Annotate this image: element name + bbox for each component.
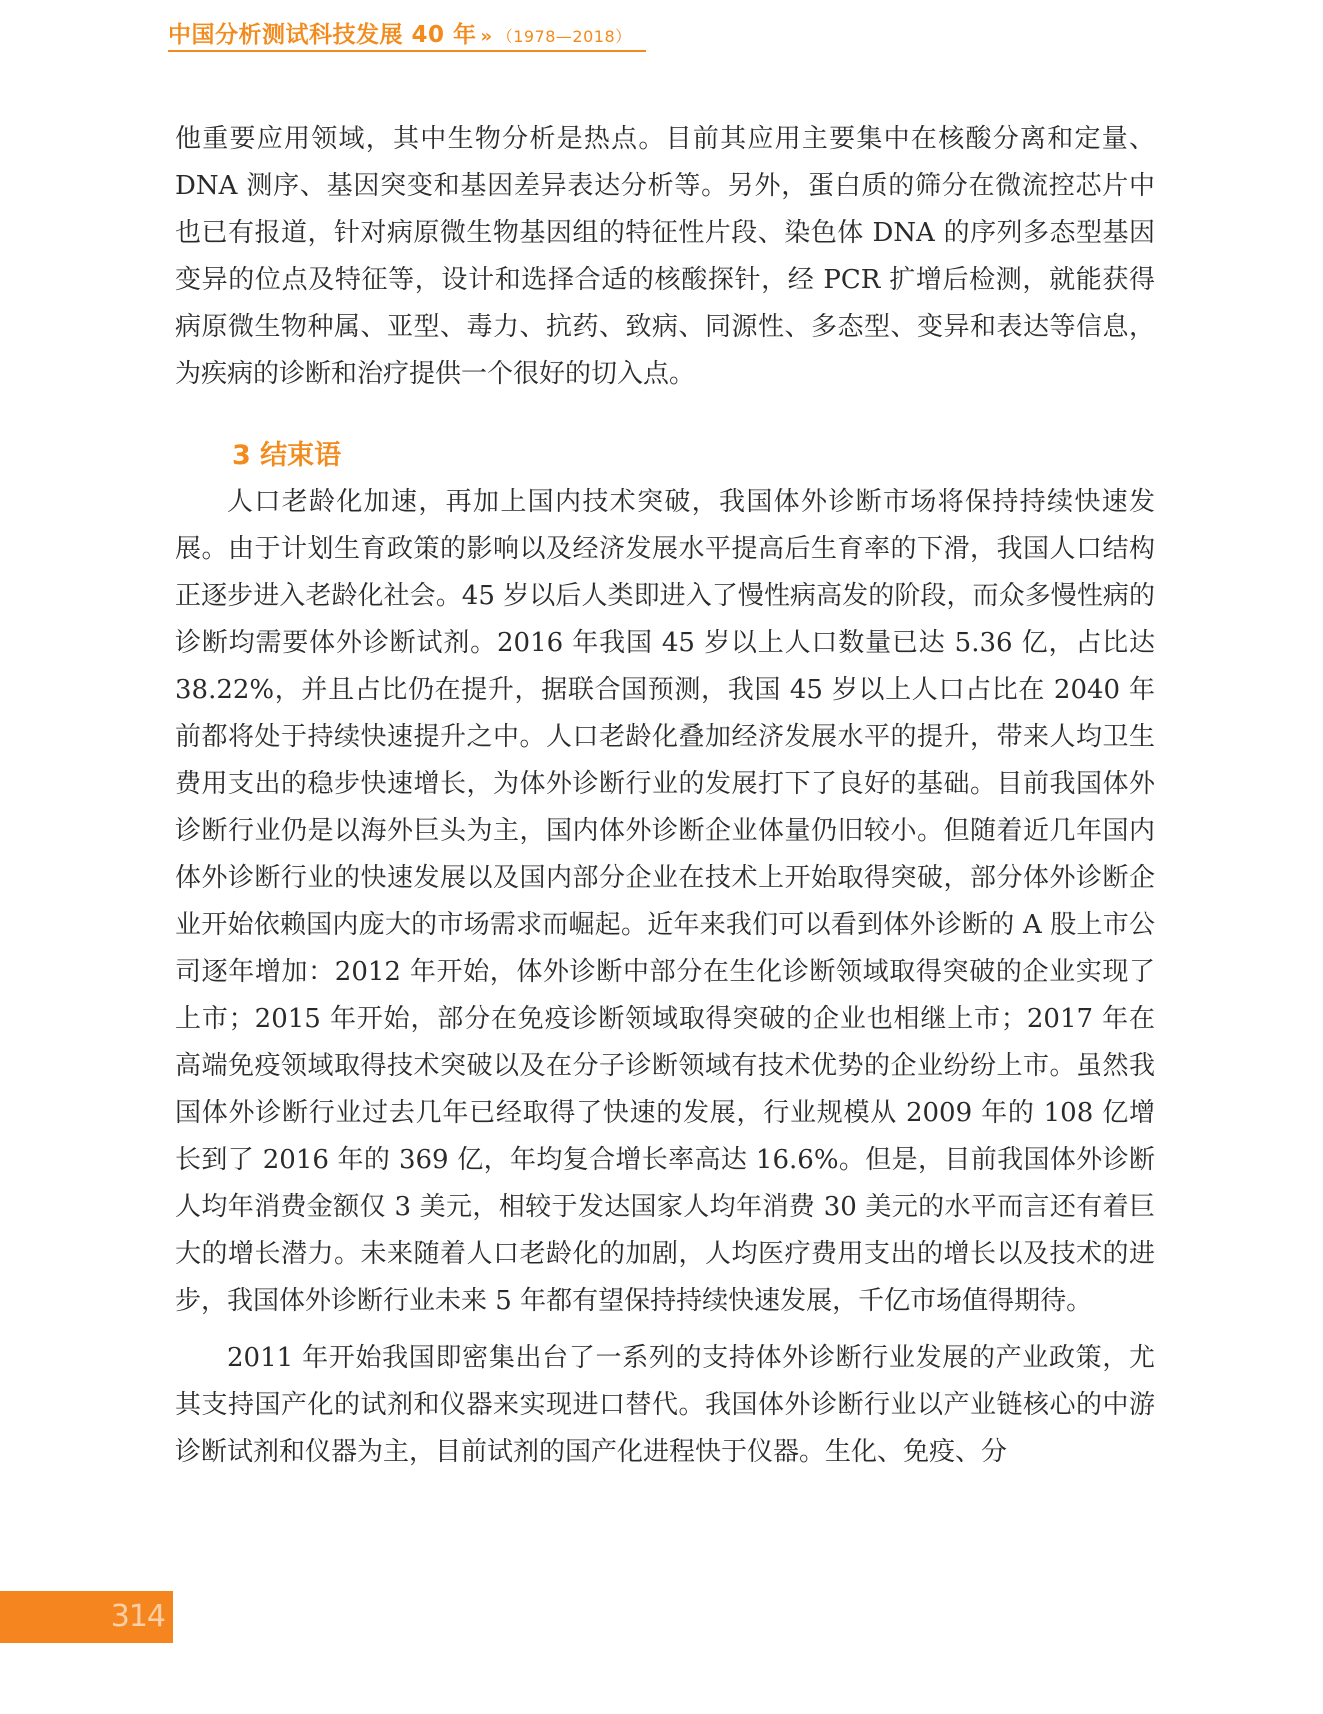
- paragraph-conclusion-2: 2011 年开始我国即密集出台了一系列的支持体外诊断行业发展的产业政策，尤其支持国产化的试剂和仪器来实现进口替代。我国体外诊断行业以产业链核心的中游诊断试剂和仪器为主，目前试剂的国产化进程快于仪器。生化、免疫、分: [175, 1343, 1155, 1467]
- header-rule: [168, 50, 646, 52]
- page-number-block: [0, 1591, 173, 1643]
- double-chevron-icon: »: [480, 26, 493, 47]
- page-number: 314: [110, 1599, 165, 1634]
- year-range: （1978—2018）: [496, 27, 632, 46]
- book-title-text: 中国分析测试科技发展: [168, 22, 403, 48]
- book-title: [168, 16, 632, 49]
- book-title-suffix: 年: [453, 22, 477, 48]
- section-heading: 3 结束语: [232, 440, 342, 471]
- running-header: [168, 12, 648, 52]
- paragraph-conclusion-1: 人口老龄化加速，再加上国内技术突破，我国体外诊断市场将保持持续快速发展。由于计划生育政策的影响以及经济发展水平提高后生育率的下滑，我国人口结构正逐步进入老龄化社会。45 岁以后人类即进入了慢性病高发的阶段，而众多慢性病的诊断均需要体外诊断试剂。2016 年我国 45 岁以上人口数量已达 5.36 亿，占比达 38.22%，并且占比仍在提升，据联合国预测，我国 45 岁以上人口占比在 2040 年前都将处于持续快速提升之中。人口老龄化叠加经济发展水平的提升，带来人均卫生费用支出的稳步快速增长，为体外诊断行业的发展打下了良好的基础。目前我国体外诊断行业仍是以海外巨头为主，国内体外诊断企业体量仍旧较小。但随着近几年国内体外诊断行业的快速发展以及国内部分企业在技术上开始取得突破，部分体外诊断企业开始依赖国内庞大的市场需求而崛起。近年来我们可以看到体外诊断的 A 股上市公司逐年增加：2012 年开始，体外诊断中部分在生化诊断领域取得突破的企业实现了上市；2015 年开始，部分在免疫诊断领域取得突破的企业也相继上市；2017 年在高端免疫领域取得技术突破以及在分子诊断领域有技术优势的企业纷纷上市。虽然我国体外诊断行业过去几年已经取得了快速的发展，行业规模从 2009 年的 108 亿增长到了 2016 年的 369 亿，年均复合增长率高达 16.6%。但是，目前我国体外诊断人均年消费金额仅 3 美元，相较于发达国家人均年消费 30 美元的水平而言还有着巨大的增长潜力。未来随着人口老龄化的加剧，人均医疗费用支出的增长以及技术的进步，我国体外诊断行业未来 5 年都有望保持持续快速发展，千亿市场值得期待。: [175, 487, 1155, 1316]
- book-title-number: 40: [411, 22, 445, 48]
- page-body: [175, 116, 1155, 1476]
- paragraph-continued: 他重要应用领域，其中生物分析是热点。目前其应用主要集中在核酸分离和定量、DNA 测序、基因突变和基因差异表达分析等。另外，蛋白质的筛分在微流控芯片中也已有报道，针对病原微生物基因组的特征性片段、染色体 DNA 的序列多态型基因变异的位点及特征等，设计和选择合适的核酸探针，经 PCR 扩增后检测，就能获得病原微生物种属、亚型、毒力、抗药、致病、同源性、多态型、变异和表达等信息，为疾病的诊断和治疗提供一个很好的切入点。: [175, 124, 1155, 389]
